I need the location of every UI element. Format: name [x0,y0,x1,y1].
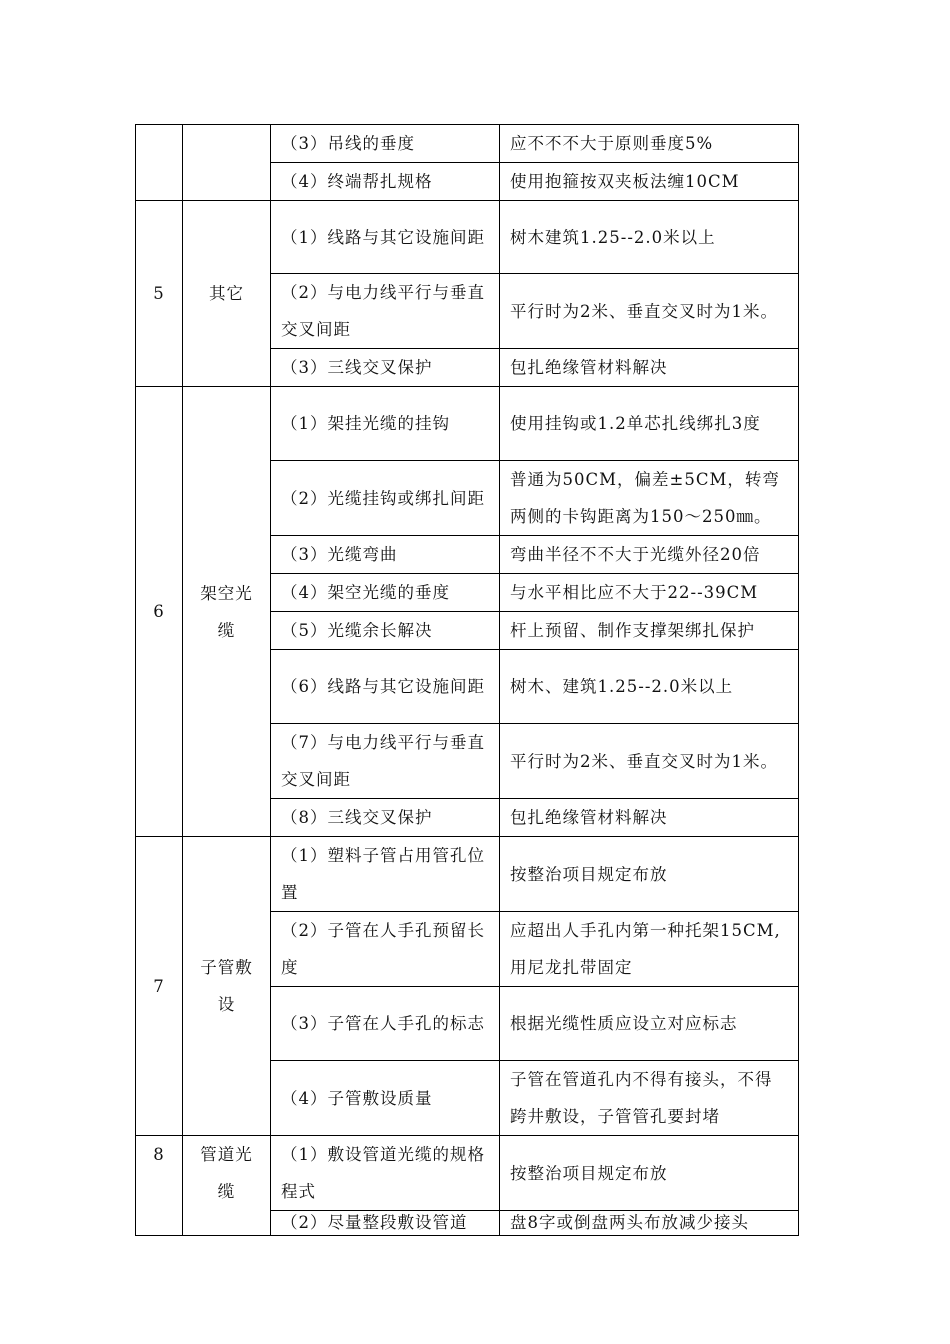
item-cell: （2）子管在人手孔预留长度 [271,912,500,987]
standard-cell: 树木建筑1.25--2.0米以上 [500,201,799,274]
item-cell: （3）子管在人手孔的标志 [271,987,500,1061]
item-cell: （1）塑料子管占用管孔位置 [271,837,500,912]
standard-cell: 包扎绝缘管材料解决 [500,349,799,387]
item-cell: （1）线路与其它设施间距 [271,201,500,274]
group-category [183,125,271,201]
table-row [136,387,799,461]
table-row [136,125,799,163]
standard-cell: 按整治项目规定布放 [500,837,799,912]
item-cell: （8）三线交叉保护 [271,799,500,837]
standard-cell: 使用抱箍按双夹板法缠10CM [500,163,799,201]
item-cell: （2）光缆挂钩或绑扎间距 [271,461,500,536]
item-cell: （7）与电力线平行与垂直交叉间距 [271,724,500,799]
standard-cell: 普通为50CM，偏差±5CM，转弯两侧的卡钩距离为150～250㎜。 [500,461,799,536]
table-row [136,201,799,274]
standard-cell: 应超出人手孔内第一种托架15CM,用尼龙扎带固定 [500,912,799,987]
item-cell: （2）与电力线平行与垂直交叉间距 [271,274,500,349]
item-cell: （3）光缆弯曲 [271,536,500,574]
item-cell: （3）三线交叉保护 [271,349,500,387]
group-category: 子管敷设 [183,837,271,1136]
standard-cell: 盘8字或倒盘两头布放减少接头 [500,1211,799,1236]
spec-table [135,124,799,1236]
group-number: 5 [136,201,183,387]
item-cell: （4）终端帮扎规格 [271,163,500,201]
item-cell: （2）尽量整段敷设管道 [271,1211,500,1236]
standard-cell: 应不不不大于原则垂度5% [500,125,799,163]
item-cell: （6）线路与其它设施间距 [271,650,500,724]
standard-cell: 使用挂钩或1.2单芯扎线绑扎3度 [500,387,799,461]
item-cell: （1）敷设管道光缆的规格程式 [271,1136,500,1211]
standard-cell: 根据光缆性质应设立对应标志 [500,987,799,1061]
group-number [136,125,183,201]
standard-cell: 与水平相比应不大于22--39CM [500,574,799,612]
standard-cell: 按整治项目规定布放 [500,1136,799,1211]
item-cell: （5）光缆余长解决 [271,612,500,650]
group-category: 其它 [183,201,271,387]
group-category: 架空光缆 [183,387,271,837]
item-cell: （4）架空光缆的垂度 [271,574,500,612]
item-cell: （3）吊线的垂度 [271,125,500,163]
item-cell: （1）架挂光缆的挂钩 [271,387,500,461]
table-row [136,837,799,912]
standard-cell: 平行时为2米、垂直交叉时为1米。 [500,724,799,799]
standard-cell: 杆上预留、制作支撑架绑扎保护 [500,612,799,650]
item-cell: （4）子管敷设质量 [271,1061,500,1136]
group-number: 7 [136,837,183,1136]
standard-cell: 平行时为2米、垂直交叉时为1米。 [500,274,799,349]
standard-cell: 子管在管道孔内不得有接头，不得跨井敷设，子管管孔要封堵 [500,1061,799,1136]
standard-cell: 包扎绝缘管材料解决 [500,799,799,837]
group-category: 管道光缆 [183,1136,271,1236]
standard-cell: 弯曲半径不不大于光缆外径20倍 [500,536,799,574]
table-row [136,1136,799,1211]
group-number: 8 [136,1136,183,1236]
standard-cell: 树木、建筑1.25--2.0米以上 [500,650,799,724]
group-number: 6 [136,387,183,837]
